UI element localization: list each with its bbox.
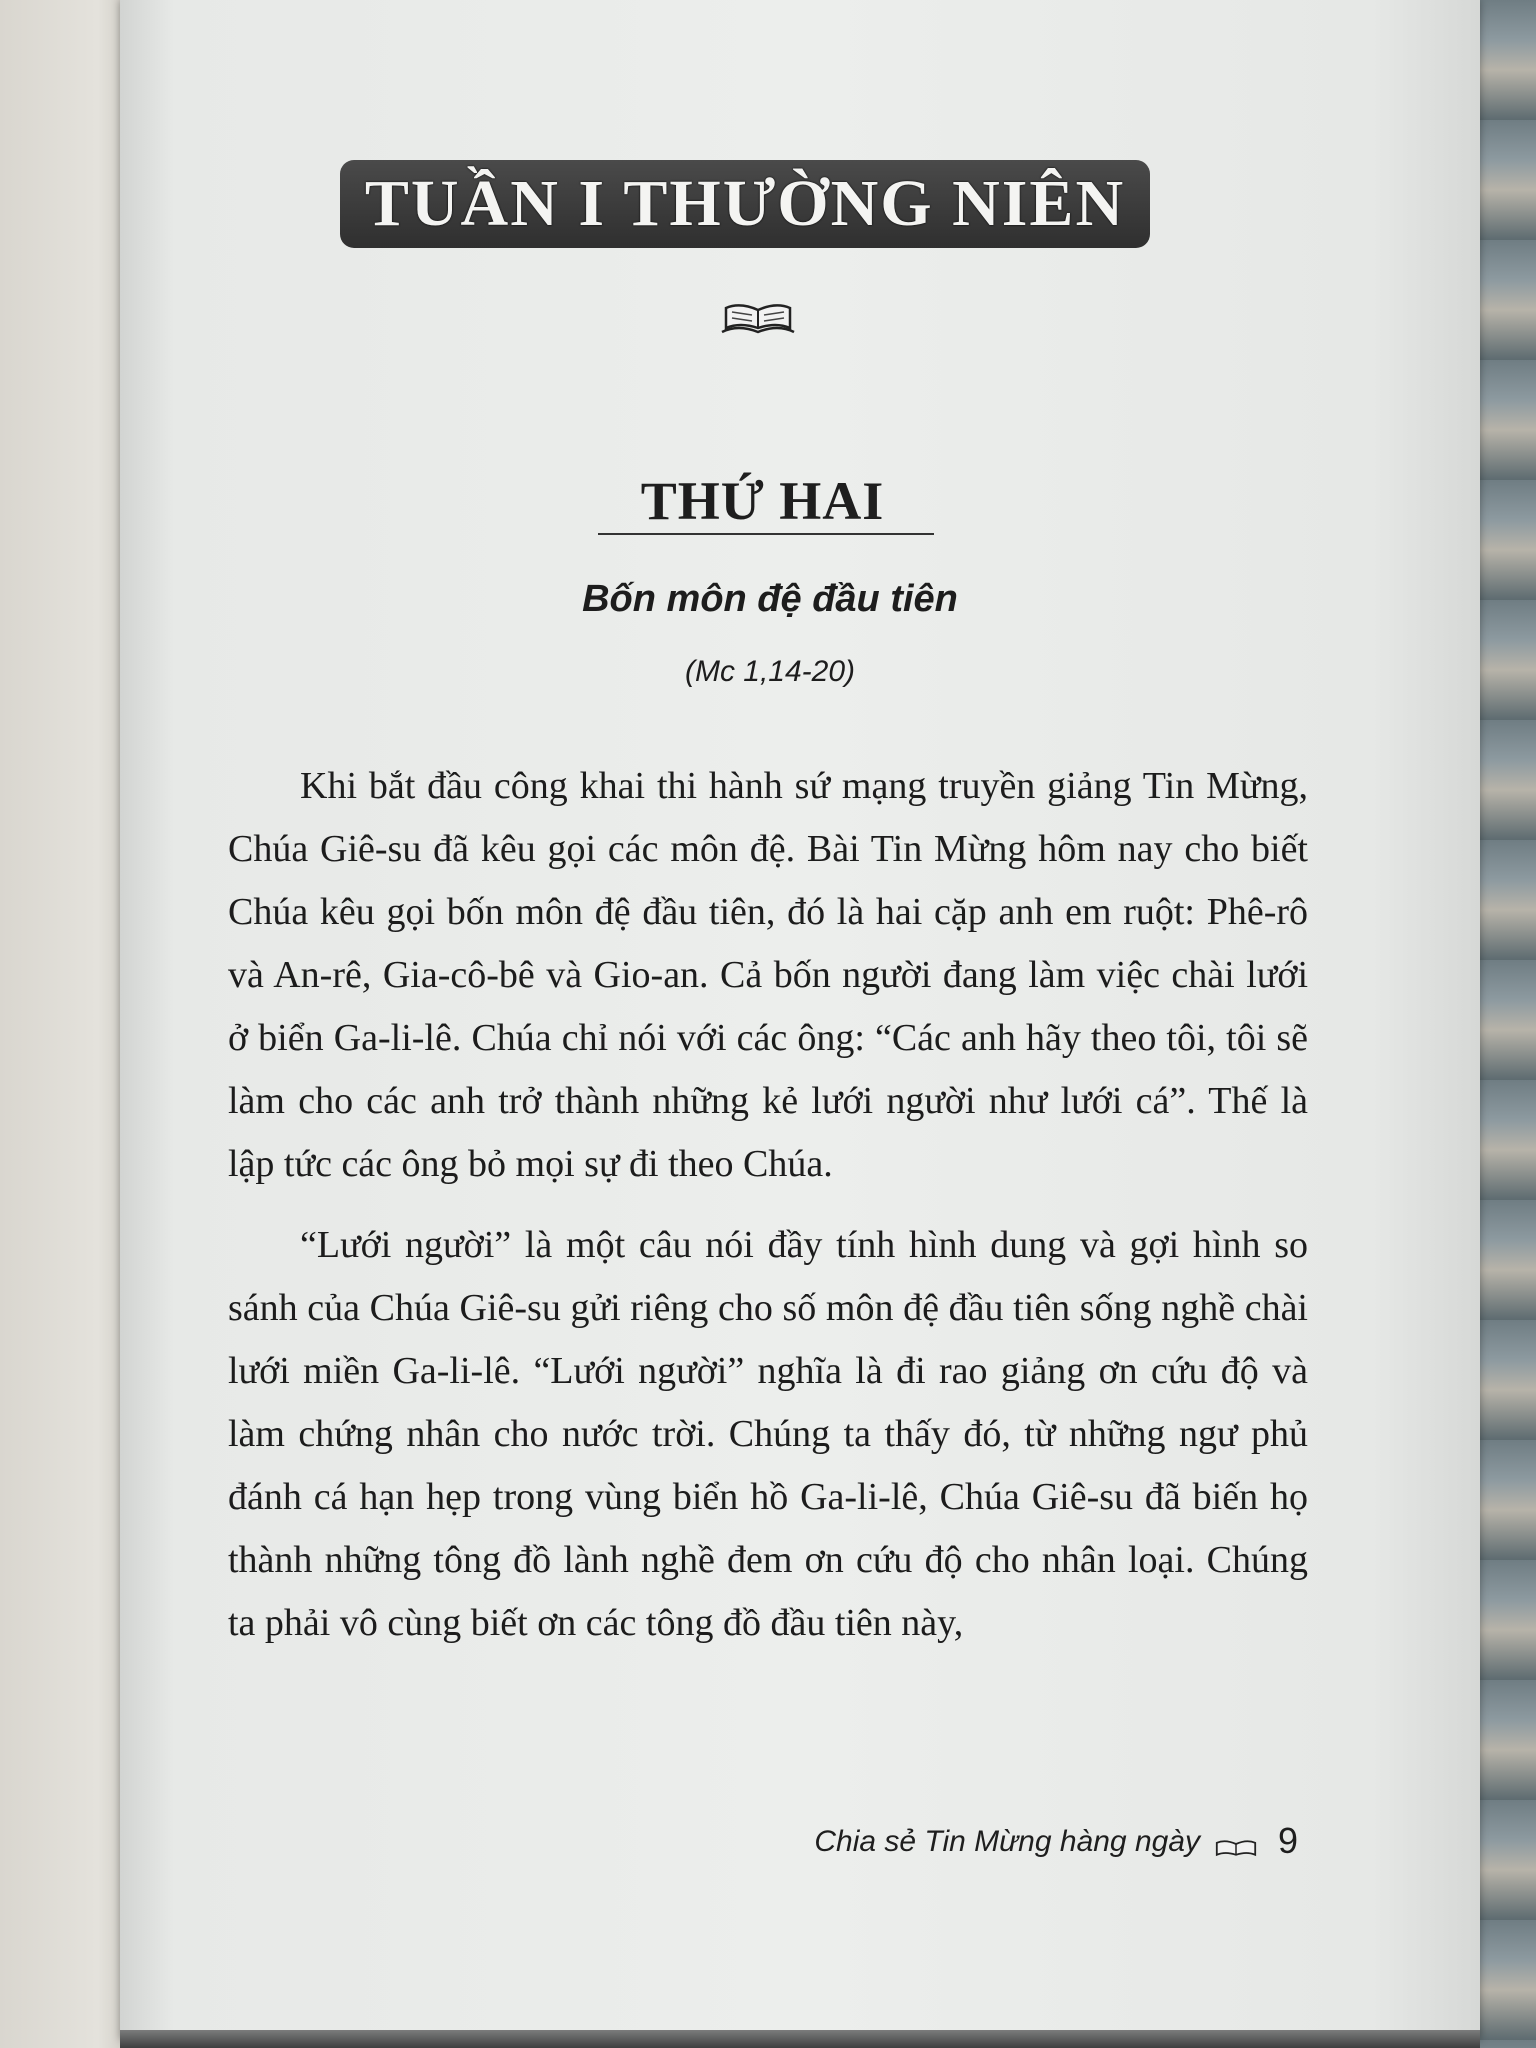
open-book-icon [718,298,798,342]
page-number: 9 [1278,1820,1299,1861]
facing-page-text-edge [0,0,140,2048]
section-title: Bốn môn đệ đầu tiên [582,578,958,620]
title-underline [598,533,934,535]
page-bottom-edge [120,2030,1480,2048]
paragraph: Khi bắt đầu công khai thi hành sứ mạng truyền giảng Tin Mừng, Chúa Giê-su đã kêu gọi các môn đệ. Bài Tin Mừng hôm nay cho biết Chúa kêu gọi bốn môn đệ đầu tiên, đó là hai cặp anh em ruột: Phê-rô và An-rê, Gia-cô-bê và Gio-an. Cả bốn người đang làm việc chài lưới ở biển Ga-li-lê. Chúa chỉ nói với các ông: “Các anh hãy theo tôi, tôi sẽ làm cho các anh trở thành những kẻ lưới người như lưới cá”. Thế là lập tức các ông bỏ mọi sự đi theo Chúa. [228,765,1308,1185]
body-text [228,755,1308,1673]
running-footer-title: Chia sẻ Tin Mừng hàng ngày [814,1825,1200,1858]
scripture-reference: (Mc 1,14-20) [684,655,856,688]
footer-book-icon [1212,1836,1260,1864]
week-title: TUẦN I THƯỜNG NIÊN [364,167,1126,240]
day-title: THỨ HAI [640,471,885,531]
week-banner [340,160,1150,248]
paragraph: “Lưới người” là một câu nói đầy tính hình dung và gợi hình so sánh của Chúa Giê-su gửi riêng cho số môn đệ đầu tiên sống nghề chài lưới miền Ga-li-lê. “Lưới người” nghĩa là đi rao giảng ơn cứu độ và làm chứng nhân cho nước trời. Chúng ta thấy đó, từ những ngư phủ đánh cá hạn hẹp trong vùng biển hồ Ga-li-lê, Chúa Giê-su đã biến họ thành những tông đồ lành nghề đem ơn cứu độ cho nhân loại. Chúng ta phải vô cùng biết ơn các tông đồ đầu tiên này, [228,1224,1308,1644]
